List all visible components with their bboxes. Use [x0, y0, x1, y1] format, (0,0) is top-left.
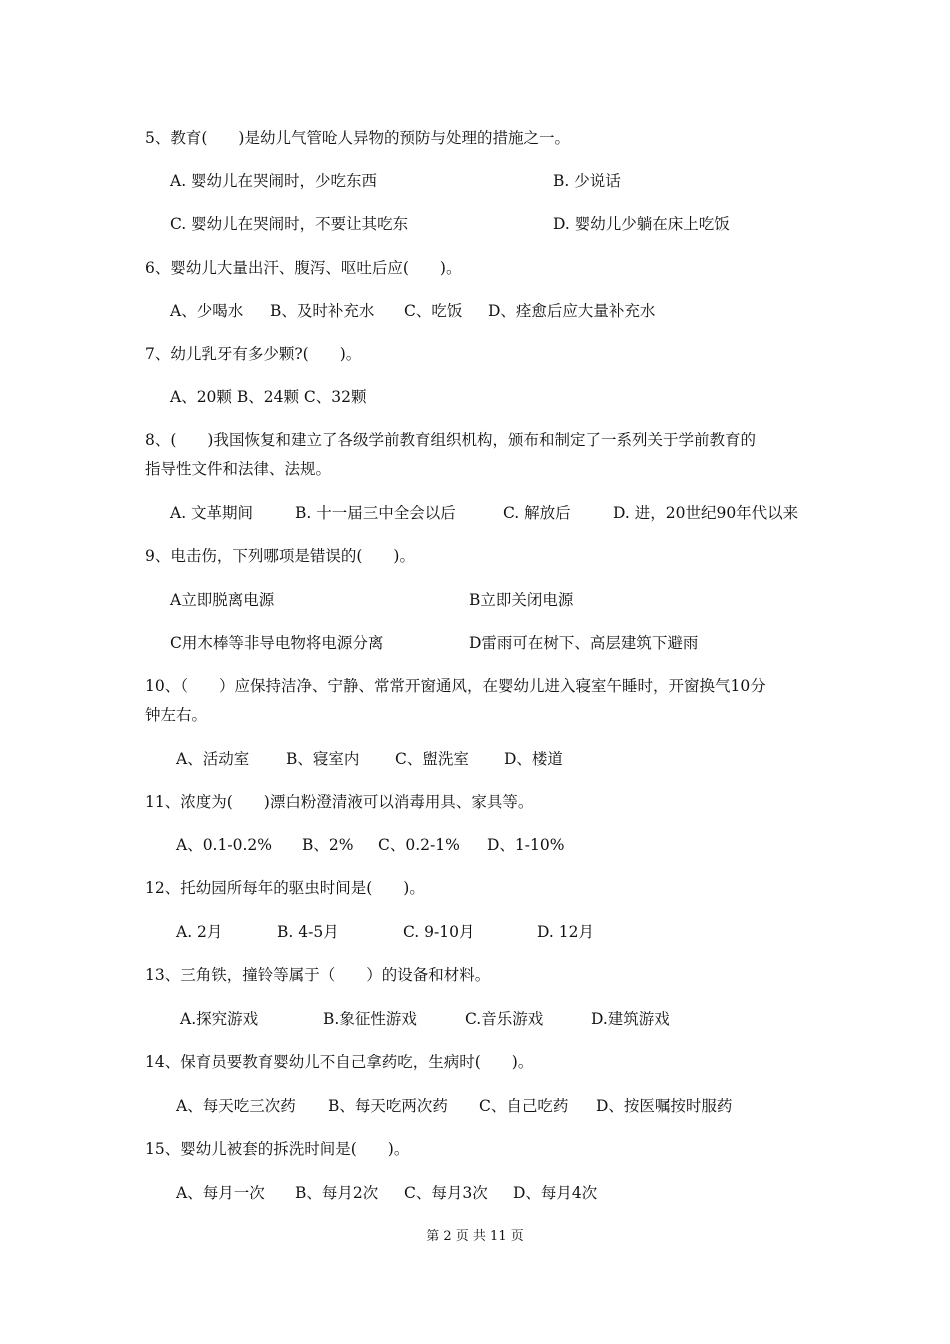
question-11-option-c: C、0.2-1% — [378, 836, 460, 854]
question-12-option-c: C. 9-10月 — [403, 923, 475, 941]
question-12-option-a: A. 2月 — [176, 923, 223, 941]
question-9-option-b: B立即关闭电源 — [469, 591, 574, 609]
question-8-stem-line-2: 指导性文件和法律、法规。 — [145, 460, 332, 478]
question-13-option-a: A.探究游戏 — [180, 1010, 259, 1028]
question-6-option-b: B、及时补充水 — [270, 302, 375, 320]
question-8-option-c: C. 解放后 — [503, 504, 571, 522]
page-number-footer: 第 2 页 共 11 页 — [426, 1229, 524, 1244]
question-13-option-d: D.建筑游戏 — [591, 1010, 670, 1028]
question-14-option-d: D、按医嘱按时服药 — [596, 1097, 733, 1115]
question-10-stem-line-1: 10、（ ）应保持洁净、宁静、常常开窗通风，在婴幼儿进入寝室午睡时，开窗换气10分 — [145, 677, 766, 695]
question-13-option-b: B.象征性游戏 — [323, 1010, 417, 1028]
question-10-option-c: C、盥洗室 — [395, 750, 469, 768]
question-8-stem-line-1: 8、( )我国恢复和建立了各级学前教育组织机构，颁布和制定了一系列关于学前教育的 — [145, 431, 756, 449]
question-9-option-d: D雷雨可在树下、高层建筑下避雨 — [469, 634, 699, 652]
question-9-option-c: C用木棒等非导电物将电源分离 — [170, 634, 384, 652]
question-6-stem: 6、婴幼儿大量出汗、腹泻、呕吐后应( )。 — [145, 259, 462, 277]
question-12-option-d: D. 12月 — [537, 923, 594, 941]
question-6-option-d: D、痊愈后应大量补充水 — [488, 302, 656, 320]
question-10-option-d: D、楼道 — [504, 750, 563, 768]
question-14-option-c: C、自己吃药 — [479, 1097, 569, 1115]
question-5-option-a: A. 婴幼儿在哭闹时，少吃东西 — [170, 172, 378, 190]
question-11-option-b: B、2% — [302, 836, 354, 854]
question-12-stem: 12、托幼园所每年的驱虫时间是( )。 — [145, 879, 425, 897]
question-12-option-b: B. 4-5月 — [277, 923, 339, 941]
question-10-option-b: B、寝室内 — [286, 750, 360, 768]
question-11-stem: 11、浓度为( )漂白粉澄清液可以消毒用具、家具等。 — [145, 793, 534, 811]
question-15-option-b: B、每月2次 — [295, 1184, 379, 1202]
question-14-option-b: B、每天吃两次药 — [328, 1097, 448, 1115]
question-14-stem: 14、保育员要教育婴幼儿不自己拿药吃，生病时( )。 — [145, 1053, 534, 1071]
question-15-stem: 15、婴幼儿被套的拆洗时间是( )。 — [145, 1140, 410, 1158]
question-15-option-d: D、每月4次 — [513, 1184, 598, 1202]
question-11-option-d: D、1-10% — [487, 836, 565, 854]
question-7-stem: 7、幼儿乳牙有多少颗?( )。 — [145, 345, 362, 363]
question-10-stem-line-2: 钟左右。 — [145, 706, 208, 724]
question-8-option-d: D. 进，20世纪90年代以来 — [613, 504, 799, 522]
question-10-option-a: A、活动室 — [176, 750, 250, 768]
question-7-options: A、20颗 B、24颗 C、32颗 — [170, 388, 367, 406]
question-6-option-c: C、吃饭 — [404, 302, 463, 320]
question-9-stem: 9、电击伤，下列哪项是错误的( )。 — [145, 547, 415, 565]
question-9-option-a: A立即脱离电源 — [170, 591, 275, 609]
question-6-option-a: A、少喝水 — [170, 302, 244, 320]
question-8-option-a: A. 文革期间 — [170, 504, 254, 522]
question-5-option-b: B. 少说话 — [553, 172, 621, 190]
question-14-option-a: A、每天吃三次药 — [176, 1097, 296, 1115]
question-8-option-b: B. 十一届三中全会以后 — [295, 504, 456, 522]
question-5-option-d: D. 婴幼儿少躺在床上吃饭 — [553, 215, 730, 233]
question-13-stem: 13、三角铁，撞铃等属于（ ）的设备和材料。 — [145, 966, 491, 984]
question-11-option-a: A、0.1-0.2% — [176, 836, 272, 854]
question-5-stem: 5、教育( )是幼儿气管呛人异物的预防与处理的措施之一。 — [145, 129, 570, 147]
question-15-option-c: C、每月3次 — [404, 1184, 488, 1202]
question-15-option-a: A、每月一次 — [176, 1184, 265, 1202]
question-5-option-c: C. 婴幼儿在哭闹时，不要让其吃东 — [170, 215, 409, 233]
question-13-option-c: C.音乐游戏 — [465, 1010, 544, 1028]
